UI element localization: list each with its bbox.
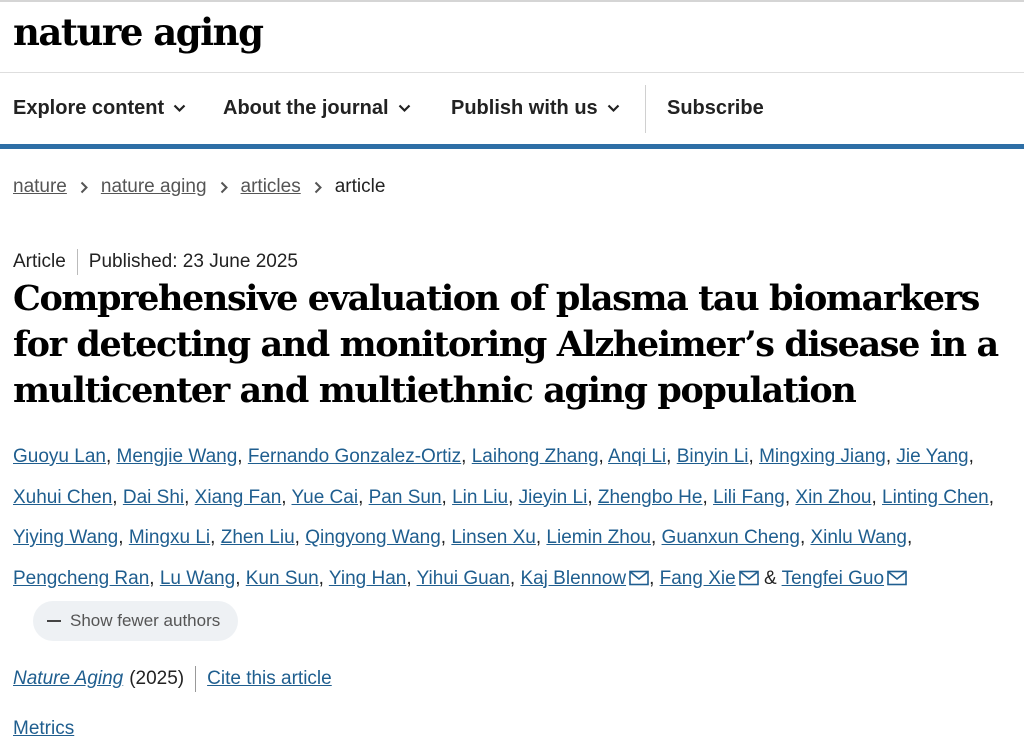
author-link[interactable]: Liemin Zhou [546, 527, 651, 549]
breadcrumb-nature[interactable]: nature [13, 176, 67, 197]
cite-article-link[interactable]: Cite this article [207, 668, 332, 689]
minus-icon [47, 620, 61, 622]
show-fewer-label: Show fewer authors [70, 611, 221, 631]
chevron-down-icon [398, 104, 411, 113]
citation-line [13, 666, 332, 692]
journal-link[interactable]: Nature Aging [13, 668, 124, 689]
author-link[interactable]: Yiying Wang [13, 527, 119, 549]
article-title: Comprehensive evaluation of plasma tau biomarkers for detecting and monitoring Alzheimer’s disease in a multicenter and multiethnic aging population [13, 278, 998, 411]
author-link[interactable]: Lu Wang [159, 567, 236, 589]
author-link[interactable]: Binyin Li [676, 446, 749, 467]
chevron-down-icon [173, 104, 186, 113]
nav-subscribe-label: Subscribe [667, 97, 764, 119]
author-link[interactable]: Fang Xie [659, 567, 736, 589]
author-link[interactable]: Mingxing Jiang [759, 446, 886, 467]
article-meta [13, 249, 298, 275]
author-link[interactable]: Pan Sun [368, 486, 442, 508]
site-logo[interactable]: nature aging [13, 10, 263, 54]
author-link[interactable]: Anqi Li [608, 446, 667, 467]
nav-publish-with-us[interactable] [451, 73, 620, 144]
author-list: Guoyu Lan, Mengjie Wang, Fernando Gonzalez-Ortiz, Laihong Zhang, Anqi Li, Binyin Li, Mingxing Jiang, Jie Yang, Xuhui Chen, Dai Shi, Xiang Fan, Yue Cai, Pan Sun, Lin Liu, Jieyin Li, Zhengbo He, Lili Fang, Xin Zhou, Linting Chen, Yiying Wang, Mingxu Li, Zhen Liu, Qingyong Wang, Linsen Xu, Liemin Zhou, Guanxun Cheng, Xinlu Wang, Pengcheng Ran, Lu Wang, Kun Sun, Ying Han, Yihui Guan, Kaj Blennow , Fang Xie & Tengfei Guo Show fewer authors [13, 437, 1003, 642]
breadcrumb [13, 176, 385, 198]
envelope-icon[interactable] [739, 561, 759, 602]
author-link[interactable]: Mingxu Li [128, 527, 211, 549]
author-link[interactable]: Qingyong Wang [305, 527, 441, 549]
author-link[interactable]: Guoyu Lan [13, 446, 106, 467]
author-link[interactable]: Lin Liu [452, 486, 509, 508]
chevron-right-icon [80, 181, 88, 194]
chevron-right-icon [220, 181, 228, 194]
author-link[interactable]: Lili Fang [713, 486, 785, 508]
author-link[interactable]: Yihui Guan [416, 567, 510, 589]
breadcrumb-articles[interactable]: articles [240, 176, 301, 197]
author-and-symbol: & [763, 567, 777, 589]
nav-divider [645, 85, 646, 133]
envelope-icon[interactable] [629, 561, 649, 602]
author-link[interactable]: Linsen Xu [451, 527, 536, 549]
author-link[interactable]: Jie Yang [896, 446, 969, 467]
metrics-link[interactable]: Metrics [13, 718, 75, 739]
accent-bar [0, 144, 1024, 149]
author-link[interactable]: Jieyin Li [518, 486, 588, 508]
author-link[interactable]: Xuhui Chen [13, 486, 113, 508]
breadcrumb-nature-aging[interactable]: nature aging [100, 176, 207, 197]
citation-divider [195, 666, 196, 692]
meta-divider [77, 249, 78, 275]
author-link[interactable]: Kaj Blennow [520, 567, 627, 589]
show-fewer-authors-button[interactable] [33, 601, 238, 641]
author-link[interactable]: Linting Chen [882, 486, 989, 508]
article-type: Article [13, 251, 66, 272]
main-nav [0, 73, 1024, 144]
nav-explore-label: Explore content [13, 97, 165, 119]
author-link[interactable]: Mengjie Wang [116, 446, 238, 467]
author-link[interactable]: Guanxun Cheng [661, 527, 800, 549]
author-link[interactable]: Ying Han [328, 567, 407, 589]
nav-about-label: About the journal [223, 97, 389, 119]
nav-about-journal[interactable] [223, 73, 411, 144]
chevron-right-icon [314, 181, 322, 194]
citation-year: (2025) [129, 668, 185, 689]
author-link[interactable]: Tengfei Guo [781, 567, 885, 589]
author-link[interactable]: Laihong Zhang [471, 446, 599, 467]
nav-publish-label: Publish with us [451, 97, 598, 119]
breadcrumb-current: article [334, 176, 386, 197]
author-link[interactable]: Pengcheng Ran [13, 567, 150, 589]
author-link[interactable]: Zhengbo He [597, 486, 703, 508]
author-link[interactable]: Xiang Fan [194, 486, 282, 508]
author-link[interactable]: Kun Sun [245, 567, 319, 589]
envelope-icon[interactable] [887, 561, 907, 602]
chevron-down-icon [607, 104, 620, 113]
author-link[interactable]: Dai Shi [122, 486, 185, 508]
author-link[interactable]: Yue Cai [291, 486, 359, 508]
author-link[interactable]: Xinlu Wang [810, 527, 907, 549]
nav-explore-content[interactable] [13, 73, 186, 144]
author-link[interactable]: Fernando Gonzalez-Ortiz [247, 446, 462, 467]
author-link[interactable]: Zhen Liu [220, 527, 295, 549]
published-date: Published: 23 June 2025 [88, 251, 298, 272]
nav-subscribe[interactable] [667, 73, 764, 144]
top-border [0, 0, 1024, 2]
author-link[interactable]: Xin Zhou [795, 486, 872, 508]
